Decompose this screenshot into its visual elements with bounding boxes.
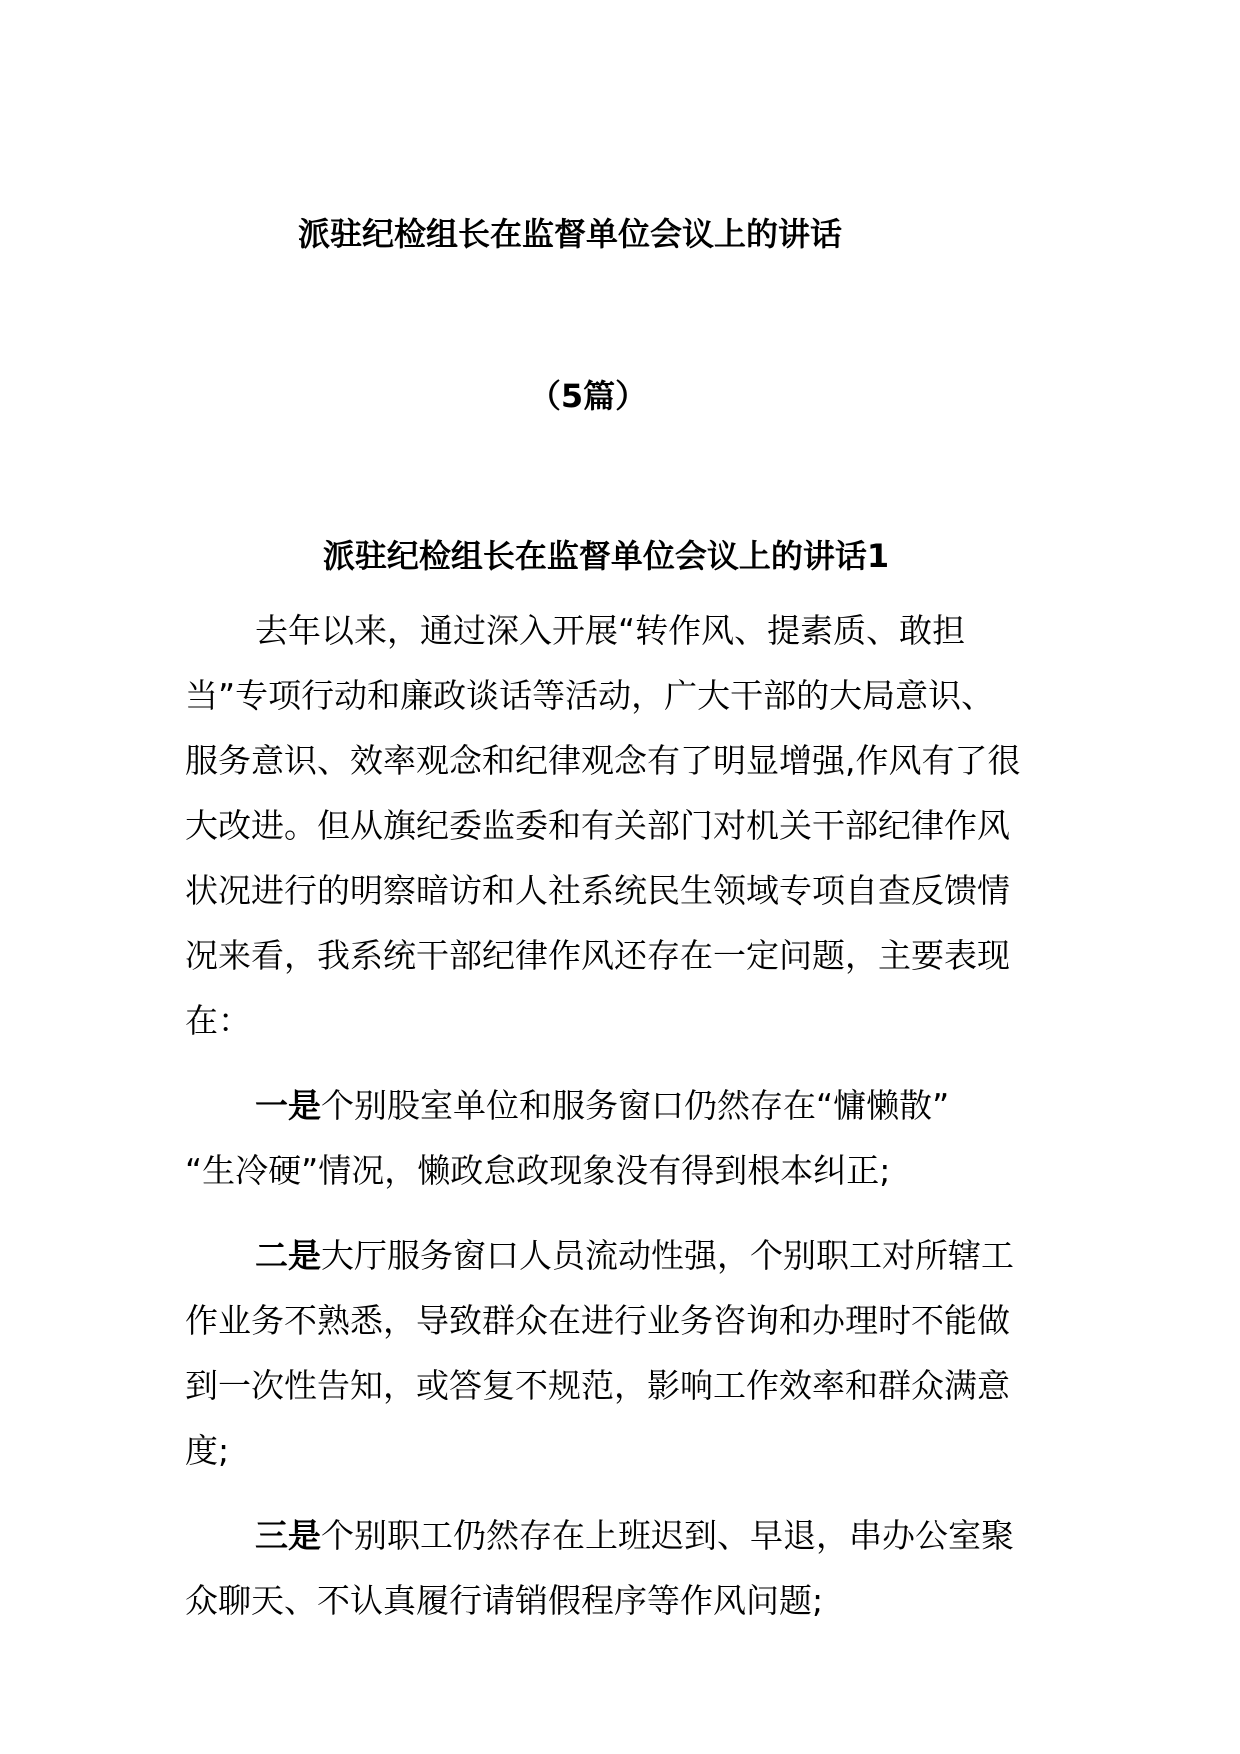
text-line [185,1503,1060,1568]
text-line: 度; [185,1431,230,1470]
text-line [185,1073,1060,1138]
paragraph-intro [185,598,1060,1053]
text-line: 到一次性告知，或答复不规范，影响工作效率和群众满意 [185,1366,1010,1405]
paragraph-item-two [185,1223,1060,1483]
text-line [185,1223,1060,1288]
section-heading: 派驻纪检组长在监督单位会议上的讲话1 [322,537,890,575]
item-text: 个别职工仍然存在上班迟到、早退，串办公室聚 [321,1516,1014,1555]
text-line: 作业务不熟悉，导致群众在进行业务咨询和办理时不能做 [185,1301,1010,1340]
text-line: 当”专项行动和廉政谈话等活动，广大干部的大局意识、 [185,676,995,715]
text-line: 大改进。但从旗纪委监委和有关部门对机关干部纪律作风 [185,806,1010,845]
document-body [185,598,1060,1633]
item-lead: 一是 [255,1086,321,1125]
text-line: 在： [185,1001,251,1040]
text-line: 众聊天、不认真履行请销假程序等作风问题; [185,1581,824,1620]
paragraph-gap [185,1483,1060,1503]
paragraph-item-one [185,1073,1060,1203]
paragraph-gap [185,1053,1060,1073]
item-lead: 二是 [255,1236,321,1275]
item-lead: 三是 [255,1516,321,1555]
item-text: 大厅服务窗口人员流动性强，个别职工对所辖工 [321,1236,1014,1275]
text-line: 服务意识、效率观念和纪律观念有了明显增强,作风有了很 [185,741,1021,780]
item-text: 个别股室单位和服务窗口仍然存在“慵懒散” [321,1086,950,1125]
document-count: （5篇） [528,377,648,415]
text-line: 状况进行的明察暗访和人社系统民生领域专项自查反馈情 [185,871,1010,910]
text-line: “生冷硬”情况，懒政怠政现象没有得到根本纠正; [185,1151,891,1190]
paragraph-gap [185,1203,1060,1223]
document-title: 派驻纪检组长在监督单位会议上的讲话 [297,215,842,253]
text-line: 去年以来，通过深入开展“转作风、提素质、敢担 [255,611,966,650]
text-line: 况来看，我系统干部纪律作风还存在一定问题，主要表现 [185,936,1010,975]
paragraph-item-three [185,1503,1060,1633]
